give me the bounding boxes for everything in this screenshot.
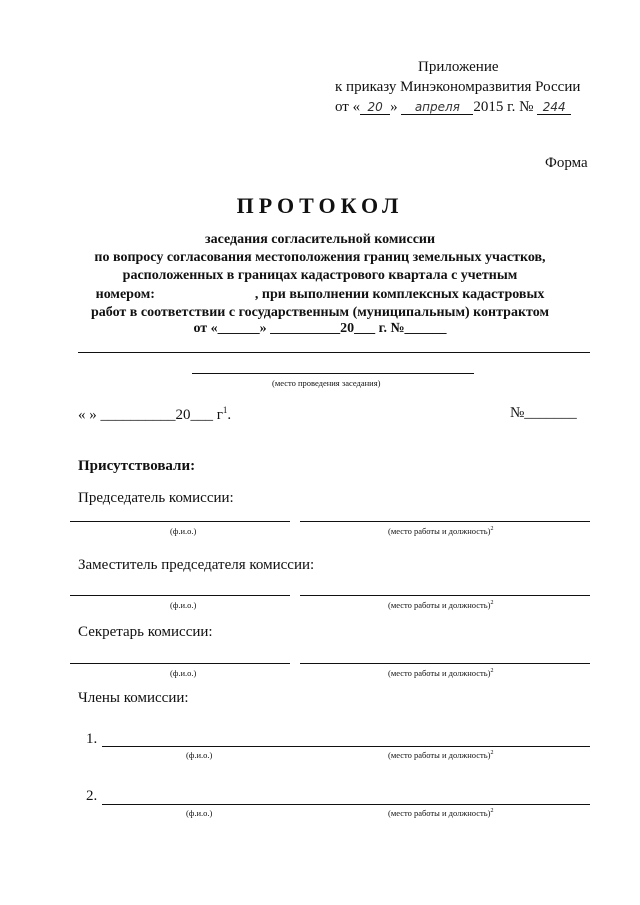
secretary-work-caption: (место работы и должность)$^2$ <box>388 668 494 678</box>
separator-line <box>78 352 590 353</box>
deputy-label: Заместитель председателя комиссии: <box>78 557 315 573</box>
deputy-fio-caption: (ф.и.о.) <box>170 600 197 610</box>
secretary-label: Секретарь комиссии: <box>78 624 213 640</box>
chairman-label: Председатель комиссии: <box>78 490 234 506</box>
order-reference: к приказу Минэкономразвития России <box>335 79 581 95</box>
member-1-number: 1. <box>86 731 98 747</box>
members-label: Члены комиссии: <box>78 690 189 706</box>
subtitle-line-2: по вопросу согласования местоположения границ земельных участков, <box>94 250 546 265</box>
order-date-mid: » <box>390 99 398 115</box>
order-number: 244 <box>537 100 571 115</box>
member-2-number: 2. <box>86 788 98 804</box>
footnote-1: 1 <box>222 405 228 415</box>
cadastral-number-label: номером: <box>95 287 155 302</box>
deputy-work-caption: (место работы и должность)$^2$ <box>388 600 494 610</box>
order-date-line <box>335 99 571 116</box>
deputy-fio-field[interactable] <box>70 595 290 596</box>
secretary-fio-caption: (ф.и.о.) <box>170 668 197 678</box>
meeting-date[interactable] <box>78 405 231 424</box>
meeting-date-text: « » __________20___ г <box>78 407 223 423</box>
appendix-label: Приложение <box>418 59 499 75</box>
subtitle-line-4-rest: , при выполнении комплексных кадастровых <box>254 287 545 302</box>
subtitle-line-4 <box>0 287 640 303</box>
form-label: Форма <box>545 155 588 171</box>
member-2-fio-caption: (ф.и.о.) <box>186 808 213 818</box>
subtitle-line-1: заседания согласительной комиссии <box>204 232 436 247</box>
present-heading: Присутствовали: <box>78 458 196 474</box>
deputy-work-field[interactable] <box>300 595 590 596</box>
meeting-date-suffix: . <box>227 407 232 423</box>
member-2-work-caption: (место работы и должность)$^2$ <box>388 808 494 818</box>
secretary-work-field[interactable] <box>300 663 590 664</box>
contract-date-line: от «______» __________20___ г. №______ <box>193 321 447 336</box>
document-title: ПРОТОКОЛ <box>236 193 404 218</box>
member-2-field[interactable] <box>102 804 590 805</box>
subtitle-line-5: работ в соответствии с государственным (муниципальным) контрактом <box>91 305 549 320</box>
order-date-year: 2015 г. № <box>473 99 534 115</box>
meeting-number[interactable]: №_______ <box>510 405 577 421</box>
venue-caption: (место проведения заседания) <box>272 378 381 388</box>
secretary-fio-field[interactable] <box>70 663 290 664</box>
venue-field[interactable] <box>192 373 474 374</box>
chairman-fio-field[interactable] <box>70 521 290 522</box>
chairman-work-field[interactable] <box>300 521 590 522</box>
chairman-fio-caption: (ф.и.о.) <box>170 526 197 536</box>
chairman-work-caption: (место работы и должность)$^2$ <box>388 526 494 536</box>
order-date-day: 20 <box>360 100 390 115</box>
order-date-prefix: от « <box>335 99 361 115</box>
subtitle-line-3: расположенных в границах кадастрового квартала с учетным <box>122 268 518 283</box>
member-1-field[interactable] <box>102 746 590 747</box>
member-1-fio-caption: (ф.и.о.) <box>186 750 213 760</box>
member-1-work-caption: (место работы и должность)$^2$ <box>388 750 494 760</box>
order-date-month: апреля <box>401 100 473 115</box>
